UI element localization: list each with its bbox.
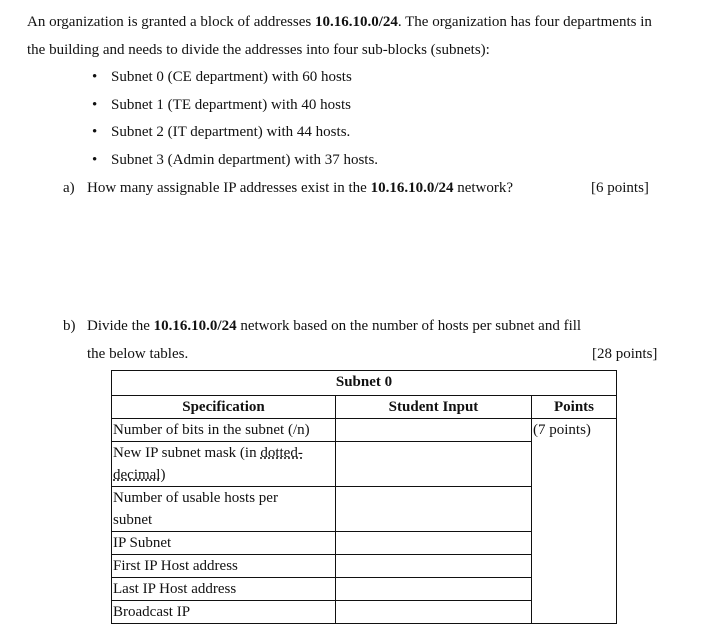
input-bits[interactable] [336,419,532,442]
question-b-line-2: the below tables. [87,346,189,362]
question-a-text-start: How many assignable IP addresses exist in the [87,180,371,196]
subnet-item-2: Subnet 2 (IT department) with 44 hosts. [111,124,351,140]
mask-text-1: New IP subnet mask (in [113,445,261,461]
subnet-item-3: Subnet 3 (Admin department) with 37 hosts. [111,152,379,168]
question-b-points: [28 points] [592,346,658,362]
input-first-host[interactable] [336,555,532,578]
question-a-network: 10.16.10.0/24 [370,180,454,196]
usable-text-2: subnet [113,512,153,528]
question-b-label: b) [63,318,76,334]
bullet-icon: • [92,124,98,140]
subnet-item-1: Subnet 1 (TE department) with 40 hosts [111,97,351,113]
spec-usable-hosts [112,487,336,532]
intro-text-end: . The organization has four departments in [397,14,652,30]
header-specification: Specification [112,396,336,419]
spec-bits: Number of bits in the subnet (/n) [112,419,336,442]
usable-text-1: Number of usable hosts per [113,490,278,506]
mask-text-dotted: dotted- [260,445,303,461]
header-points: Points [532,396,617,419]
question-a-text-end: network? [453,180,514,196]
table-header-row [112,396,617,419]
bullet-icon: • [92,152,98,168]
input-ip-subnet[interactable] [336,532,532,555]
intro-text-start: An organization is granted a block of addresses [27,14,315,30]
spec-ip-subnet: IP Subnet [112,532,336,555]
intro-line-1 [27,13,652,31]
question-a-label: a) [63,180,75,196]
points-value: (7 points) [533,422,591,438]
input-broadcast[interactable] [336,601,532,624]
intro-block: 10.16.10.0/24 [314,14,398,30]
bullet-icon: • [92,97,98,113]
input-usable-hosts[interactable] [336,487,532,532]
table-row [112,419,617,442]
points-cell [532,419,617,624]
question-b-text [87,317,581,335]
bullet-icon: • [92,69,98,85]
question-b-text-start: Divide the [87,318,154,334]
mask-text-decimal: decimal [113,467,161,483]
spec-first-host: First IP Host address [112,555,336,578]
intro-line-2: the building and needs to divide the addresses into four sub-blocks (subnets): [27,42,490,58]
question-b-network: 10.16.10.0/24 [153,318,237,334]
input-mask[interactable] [336,442,532,487]
mask-text-close: ) [160,467,166,483]
table-title: Subnet 0 [112,371,617,396]
question-a-points: [6 points] [591,180,649,196]
question-b-text-end: network based on the number of hosts per subnet and fill [236,318,582,334]
input-last-host[interactable] [336,578,532,601]
spec-mask [112,442,336,487]
subnet-item-0: Subnet 0 (CE department) with 60 hosts [111,69,352,85]
header-student-input: Student Input [336,396,532,419]
question-a-text [87,179,513,197]
spec-last-host: Last IP Host address [112,578,336,601]
table-title-row [112,371,617,396]
spec-broadcast: Broadcast IP [112,601,336,624]
subnet-0-table [111,370,617,624]
